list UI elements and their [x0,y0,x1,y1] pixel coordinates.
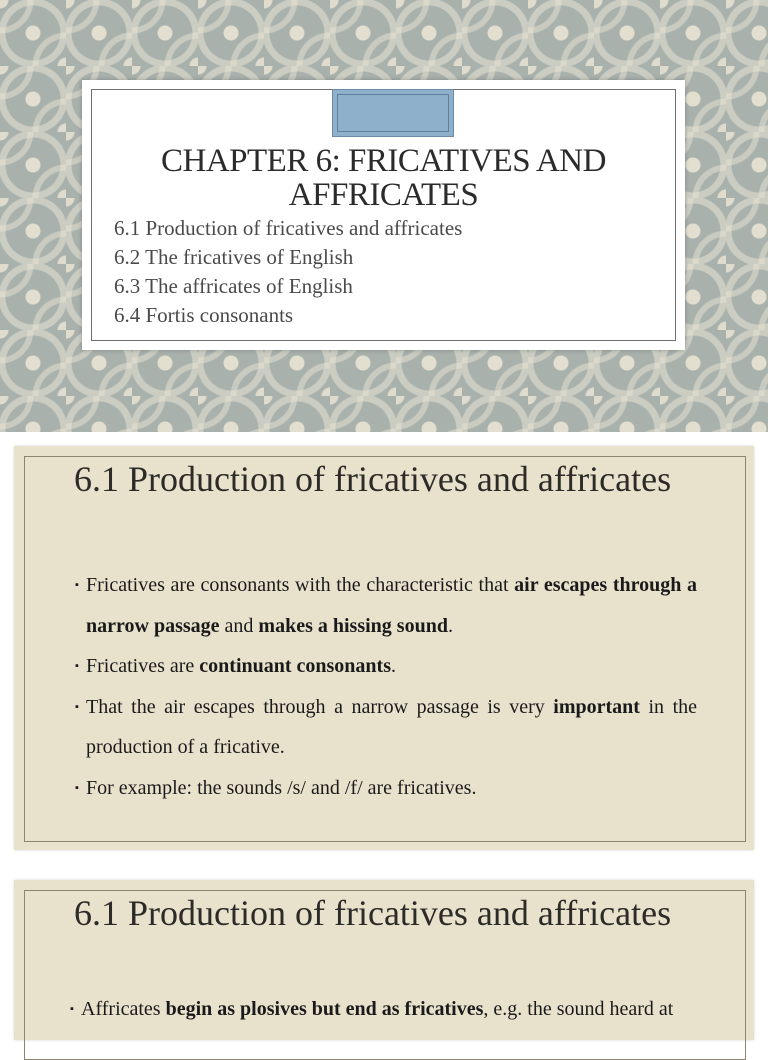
slide-border [24,456,746,842]
bullet-text: That the air escapes through a narrow passage is very [86,695,554,718]
bullet-bold-text: air escapes through a narrow passage [86,574,698,637]
chapter-title: CHAPTER 6: FRICATIVES AND AFFRICATES [161,143,606,213]
bullet-bold-text: begin as plosives but end as fricatives [165,998,484,1020]
toc-item: 6.4 Fortis consonants [114,303,294,327]
toc-item: 6.3 The affricates of English [114,274,353,298]
bullet-text: and [219,614,259,637]
bullet-bold-text: important [553,695,640,718]
bullet-text: Fricatives are [86,655,200,677]
bullet-text: . [447,614,453,637]
toc-item: 6.1 Production of fricatives and affricates [114,216,463,240]
bullet-item [75,687,697,768]
bullet-list [75,565,697,808]
bullet-icon: ▪ [75,781,79,794]
bullet-item [75,646,697,687]
bullet-icon: ▪ [75,660,79,672]
bullet-icon: ▪ [75,700,79,713]
bullet-text: . [391,655,396,677]
title-card-border [91,89,676,341]
toc-item: 6.2 The fricatives of English [114,245,354,269]
content-slide-2 [14,880,754,1040]
bullet-list [70,989,697,1030]
decorative-tab [332,89,454,137]
bullet-text: in the production of a fricative. [86,695,698,758]
bullet-text: Affricates [81,998,166,1020]
bullet-text: For example: the sounds /s/ and /f/ are fricatives. [86,776,477,799]
bullet-item [75,768,697,809]
content-slide-1 [14,446,754,850]
bullet-text: , e.g. the sound heard at [483,998,674,1020]
title-card [82,80,685,350]
slide-title: 6.1 Production of fricatives and affricates [74,459,672,499]
bullet-icon: ▪ [75,579,79,591]
slide-border [24,890,746,1060]
bullet-item [75,565,697,646]
bullet-icon: ▪ [70,1003,74,1015]
table-of-contents [114,214,462,330]
bullet-item [70,989,697,1030]
title-slide [0,0,768,432]
bullet-bold-text: makes a hissing sound [258,614,448,637]
slide-title: 6.1 Production of fricatives and affricates [74,893,672,933]
bullet-text: Fricatives are consonants with the characteristic that [86,574,515,596]
bullet-bold-text: continuant consonants [199,655,391,677]
